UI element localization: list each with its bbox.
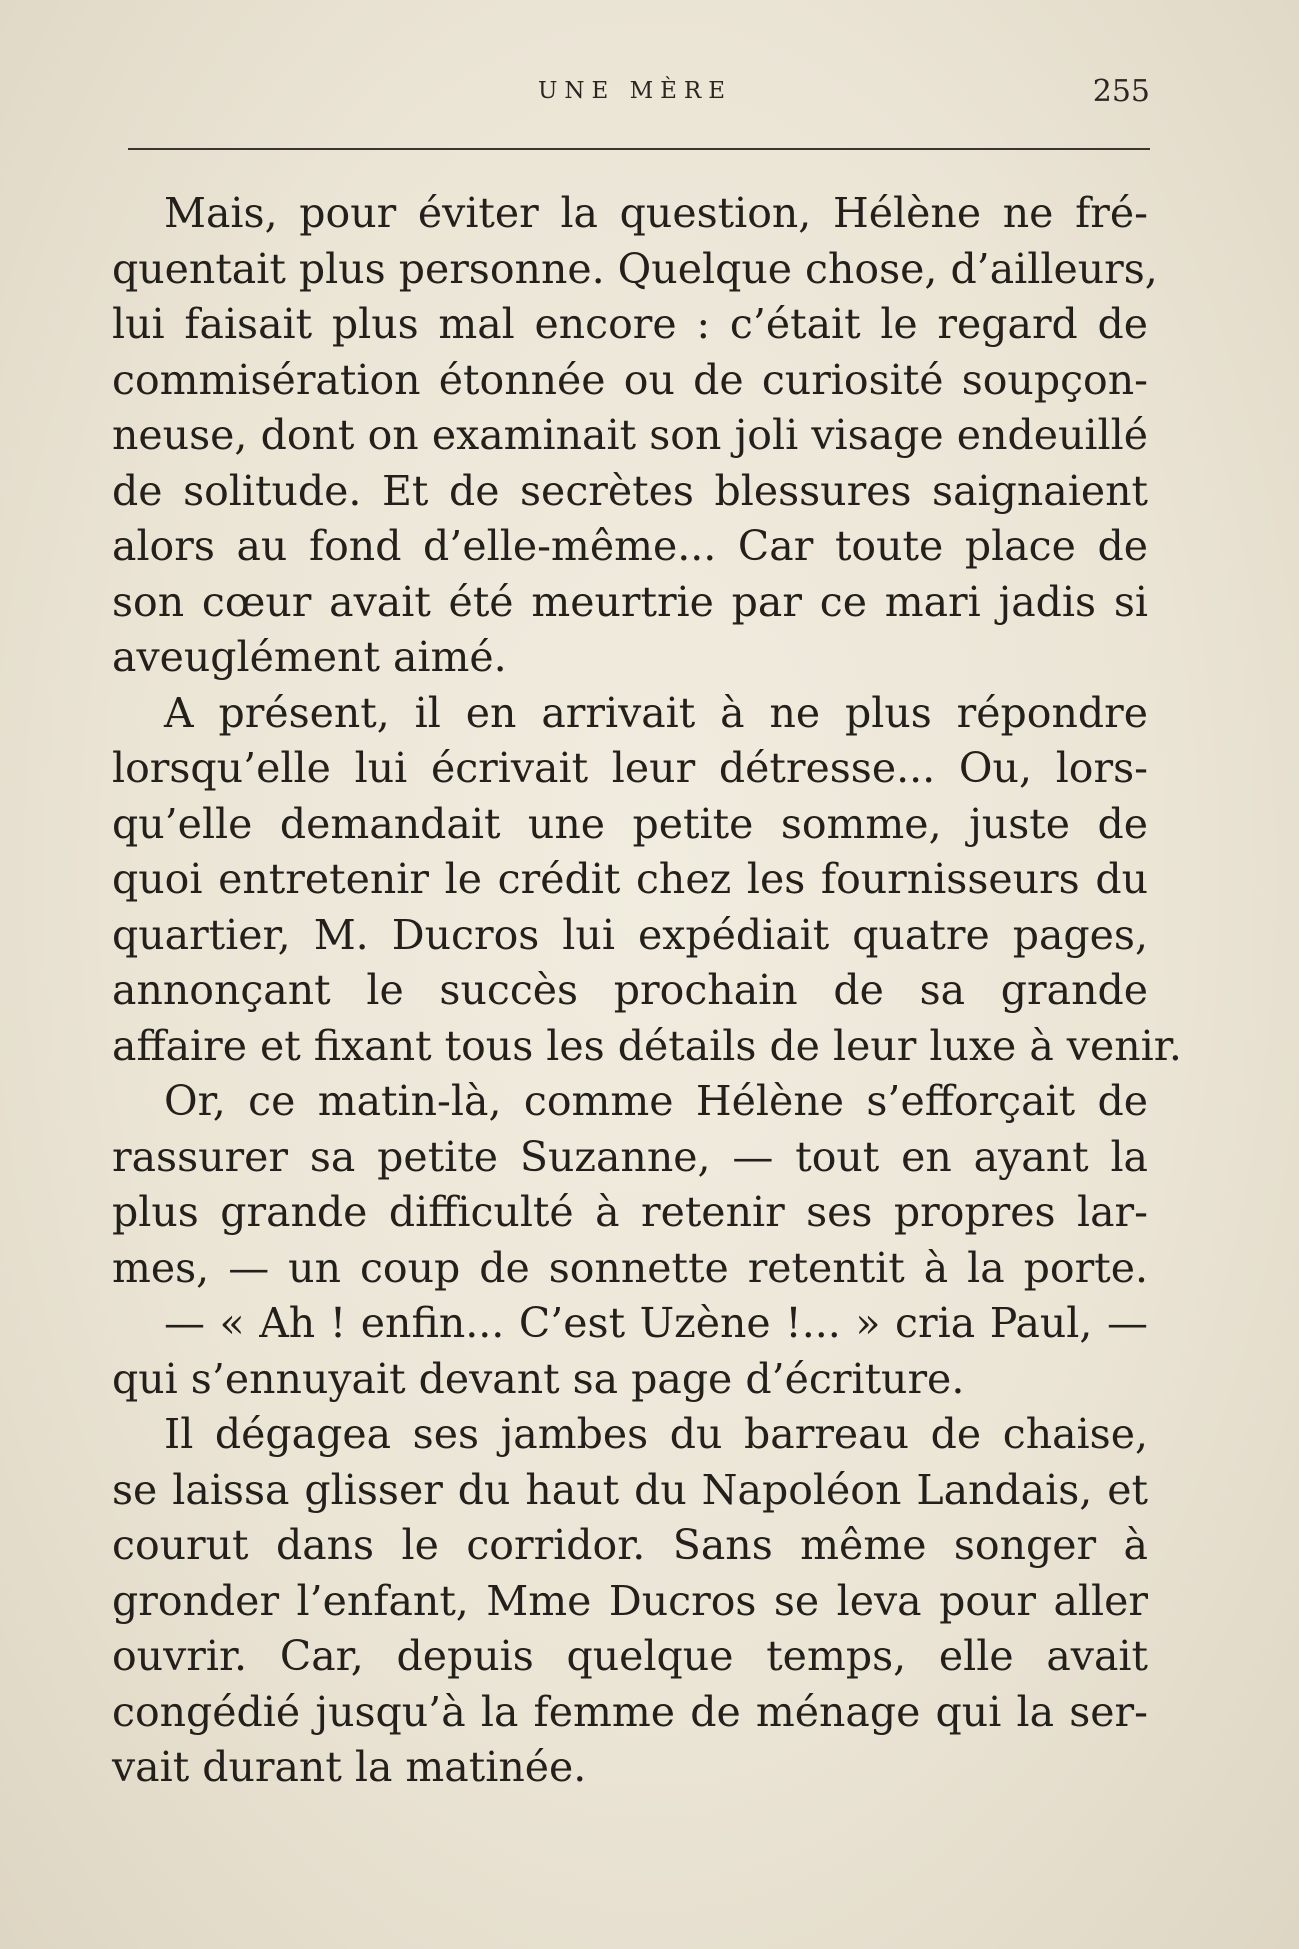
header-rule xyxy=(128,148,1150,150)
text-line: courut dans le corridor. Sans même songer à xyxy=(112,1521,1148,1569)
text-line: Or, ce matin-là, comme Hélène s’efforçait de xyxy=(164,1077,1148,1125)
text-line: lui faisait plus mal encore : c’était le regard de xyxy=(112,300,1148,348)
text-line: vait durant la matinée. xyxy=(112,1743,587,1791)
text-line: qui s’ennuyait devant sa page d’écriture. xyxy=(112,1354,965,1403)
running-header xyxy=(120,70,1150,130)
text-line: Mais, pour éviter la question, Hélène ne fré- xyxy=(164,189,1148,237)
text-line: Il dégagea ses jambes du barreau de chaise, xyxy=(164,1410,1148,1458)
page-number: 255 xyxy=(1092,74,1150,109)
text-line: — « Ah ! enfin... C’est Uzène !... » cria Paul, — xyxy=(164,1299,1148,1347)
text-line: son cœur avait été meurtrie par ce mari jadis si xyxy=(112,577,1148,626)
text-line: commisération étonnée ou de curiosité soupçon- xyxy=(112,355,1148,404)
text-line: A présent, il en arrivait à ne plus répondre xyxy=(164,688,1148,737)
text-line: alors au fond d’elle-même... Car toute place de xyxy=(112,522,1148,570)
text-line: qu’elle demandait une petite somme, juste de xyxy=(112,799,1148,848)
running-title: UNE MÈRE xyxy=(537,78,733,104)
text-line: quoi entretenir le crédit chez les fournisseurs du xyxy=(112,855,1148,903)
text-line: aveuglément aimé. xyxy=(112,633,507,681)
text-line: rassurer sa petite Suzanne, — tout en ayant la xyxy=(112,1132,1148,1181)
text-line: quentait plus personne. Quelque chose, d’ailleurs, xyxy=(112,244,1158,293)
text-line: lorsqu’elle lui écrivait leur détresse... Ou, lors- xyxy=(112,744,1148,792)
body-text xyxy=(112,186,1182,1796)
text-line: plus grande difficulté à retenir ses propres lar- xyxy=(112,1188,1148,1236)
text-line: congédié jusqu’à la femme de ménage qui la ser- xyxy=(112,1687,1148,1736)
text-line: se laissa glisser du haut du Napoléon Landais, et xyxy=(112,1465,1148,1514)
text-line: neuse, dont on examinait son joli visage endeuillé xyxy=(112,411,1148,459)
text-line: affaire et fixant tous les détails de leur luxe à venir. xyxy=(112,1021,1182,1070)
text-line: quartier, M. Ducros lui expédiait quatre pages, xyxy=(112,910,1148,959)
text-line: mes, — un coup de sonnette retentit à la porte. xyxy=(112,1243,1148,1292)
text-line: gronder l’enfant, Mme Ducros se leva pour aller xyxy=(112,1576,1148,1625)
text-line: de solitude. Et de secrètes blessures saignaient xyxy=(112,466,1148,515)
text-line: annonçant le succès prochain de sa grande xyxy=(112,966,1148,1014)
text-line: ouvrir. Car, depuis quelque temps, elle avait xyxy=(112,1632,1148,1680)
